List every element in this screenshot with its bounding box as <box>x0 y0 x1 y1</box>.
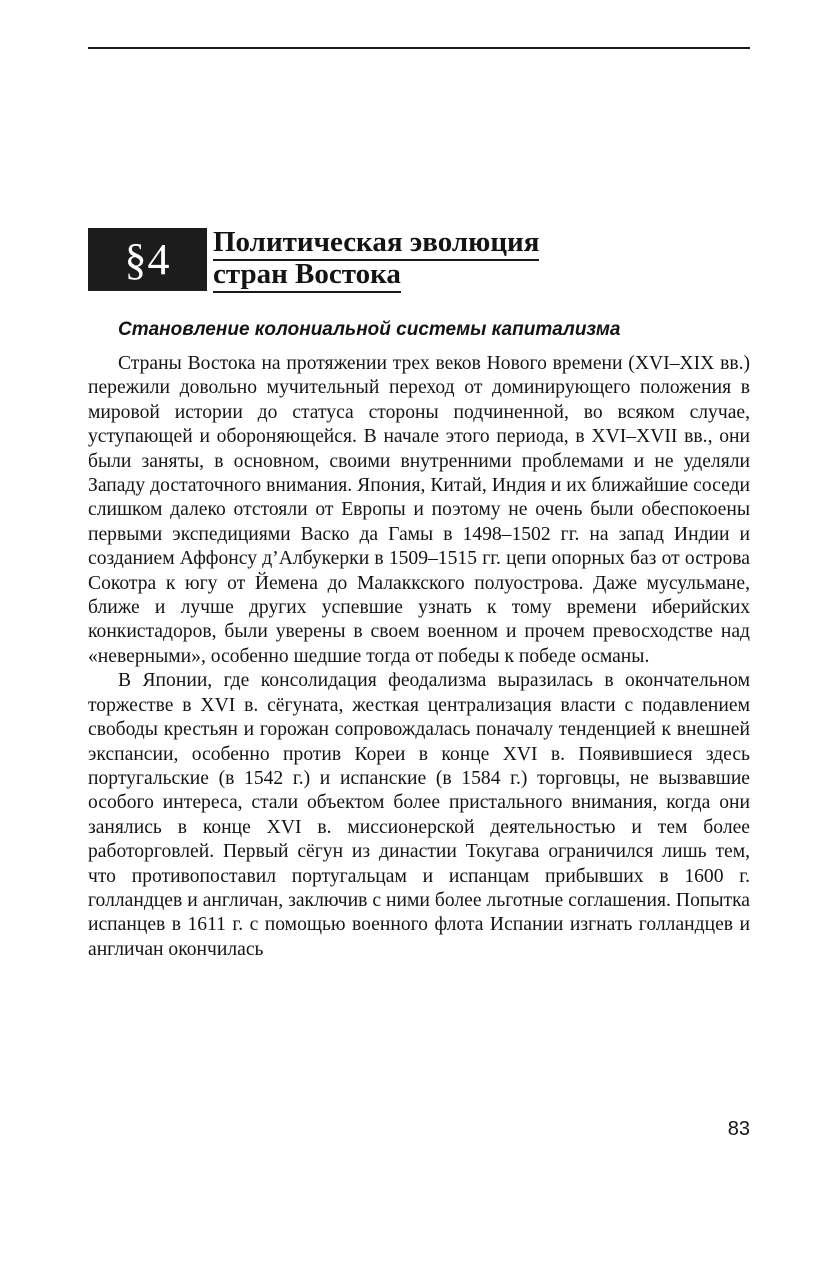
body-text <box>88 352 750 962</box>
paragraph: В Японии, где консолидация феодализма выразилась в окончательном торжестве в XVI в. сёгуната, жесткая централизация власти с подавлением свободы крестьян и горожан сопровождалась поначалу тенденцией к внешней экспансии, особенно против Кореи в конце XVI в. Появившиеся здесь португальские (в 1542 г.) и испанские (в 1584 г.) торговцы, не вызвавшие особого интереса, стали объектом более пристального внимания, когда они занялись в конце XVI в. миссионерской деятельностью и тем более работорговлей. Первый сёгун из династии Токугава ограничился лишь тем, что противопоставил португальцам и испанцам прибывших в 1600 г. голландцев и англичан, заключив с ними более льготные соглашения. Попытка испанцев в 1611 г. с помощью военного флота Испании изгнать голландцев и англичан окончилась <box>88 670 750 960</box>
section-title-line-2: стран Востока <box>213 258 539 290</box>
page-number: 83 <box>727 1118 750 1140</box>
paragraph: Страны Востока на протяжении трех веков Нового времени (XVI–XIX вв.) пережили довольно мучительный переход от доминирующего положения в мировой истории до статуса стороны подчиненной, во всяком случае, уступающей и обороняющейся. В начале этого периода, в XVI–XVII вв., они были заняты, в основном, своими внутренними проблемами и не уделяли Западу достаточного внимания. Япония, Китай, Индия и их ближайшие соседи слишком далеко отстояли от Европы и поэтому не очень были обеспокоены первыми экспедициями Васко да Гамы в 1498–1502 гг. на запад Индии и созданием Аффонсу д’Албукерки в 1509–1515 гг. цепи опорных баз от острова Сокотра к югу от Йемена до Малаккского полуострова. Даже мусульмане, ближе и лучше других успевшие узнать к тому времени иберийских конкистадоров, были уверены в своем военном и прочем превосходстве над «неверными», особенно шедшие тогда от победы к победе османы. <box>88 353 750 667</box>
header-rule <box>88 47 750 49</box>
section-title <box>213 226 539 290</box>
section-title-line-1: Политическая эволюция <box>213 226 539 258</box>
subsection-heading: Становление колониальной системы капитализма <box>118 319 621 340</box>
section-number-badge: §4 <box>88 228 207 291</box>
